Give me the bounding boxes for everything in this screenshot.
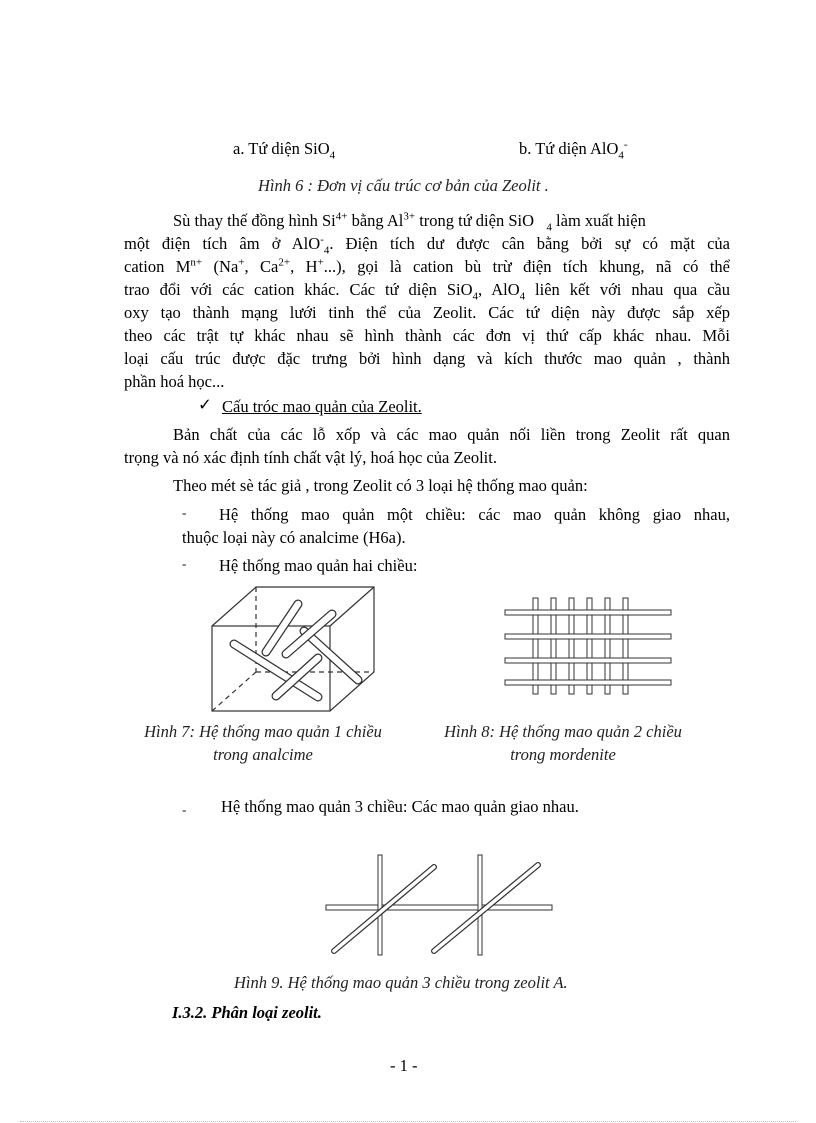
figure-7-caption: Hình 7: Hệ thống mao quản 1 chiều trong analcime	[144, 722, 382, 764]
figure-9-caption: Hình 9. Hệ thống mao quản 3 chiều trong zeolit A.	[234, 973, 568, 992]
label-alo4: b. Tứ diện AlO$_4$-	[519, 138, 628, 162]
paragraph-1-line-6: theo các trật tự khác nhau sẽ hình thành các đơn vị thứ cấp khác nhau. Mỗi	[124, 326, 730, 345]
paragraph-1-line-3: cation $M^{n+}$ (Na+, $Ca^{2+}$, H+...), gọi là cation bù trừ điện tích khung, nã có thể	[124, 256, 730, 276]
paragraph-3: Theo mét sè tác giả , trong Zeolit có 3 loại hệ thống mao quản:	[173, 476, 588, 495]
heading-pore-structure: Cấu tróc mao quản của Zeolit.	[222, 397, 422, 416]
bullet-1-line-1: Hệ thống mao quản một chiều: các mao quản không giao nhau,	[219, 505, 730, 524]
paragraph-1-line-7: loại cấu trúc được đặc trưng bởi hình dạng và kích thước mao quản , thành	[124, 349, 730, 368]
figure-9-3d-channels-diagram	[324, 853, 554, 963]
label-sio4: a. Tứ diện SiO$_4$	[233, 139, 336, 162]
figure-7-cube-diagram	[208, 584, 378, 714]
bullet-dash: -	[182, 505, 187, 520]
bullet-2: Hệ thống mao quản hai chiều:	[219, 556, 418, 575]
paragraph-1-line-5: oxy tạo thành mạng lưới tinh thể của Zeolit. Các tứ diện này được sắp xếp	[124, 303, 730, 322]
section-heading: I.3.2. Phân loại zeolit.	[172, 1003, 322, 1022]
figure-6-caption: Hình 6 : Đơn vị cấu trúc cơ bản của Zeolit .	[258, 176, 549, 195]
paragraph-1-line-2: một điện tích âm ở AlO-$_4$. Điện tích dư được cân bằng bởi sự có mặt của	[124, 233, 730, 257]
paragraph-2-line-2: trọng và nó xác định tính chất vật lý, hoá học của Zeolit.	[124, 448, 497, 467]
channel-tube	[304, 631, 358, 680]
vertical-channel	[378, 855, 382, 955]
figure-8-caption: Hình 8: Hệ thống mao quản 2 chiều trong mordenite	[444, 722, 682, 764]
horizontal-channel	[326, 905, 552, 910]
page-bottom-divider	[20, 1121, 796, 1122]
bullet-dash: -	[182, 802, 187, 817]
page-number: - 1 -	[390, 1056, 418, 1075]
paragraph-2-line-1: Bản chất của các lỗ xốp và các mao quản nối liền trong Zeolit rất quan	[173, 425, 730, 444]
vertical-channel	[478, 855, 482, 955]
paragraph-1-line-8: phần hoá học...	[124, 372, 225, 391]
bullet-dash: -	[182, 556, 187, 571]
bullet-1-line-2: thuộc loại này có analcime (H6a).	[182, 528, 406, 547]
paragraph-1-line-1: Sù thay thế đồng hình $Si^{4+}$ bằng $Al^{3+}$ trong tứ diện SiO $_4$ làm xuất hiện	[173, 210, 646, 234]
paragraph-1-line-4: trao đổi với các cation khác. Các tứ diện SiO$_4$, AlO$_4$ liên kết với nhau qua cầu	[124, 280, 730, 303]
horizontal-channels	[505, 610, 671, 685]
check-icon: ✓	[198, 395, 212, 414]
figure-8-grid-diagram	[503, 596, 673, 696]
bullet-3: Hệ thống mao quản 3 chiều: Các mao quản giao nhau.	[221, 797, 579, 816]
